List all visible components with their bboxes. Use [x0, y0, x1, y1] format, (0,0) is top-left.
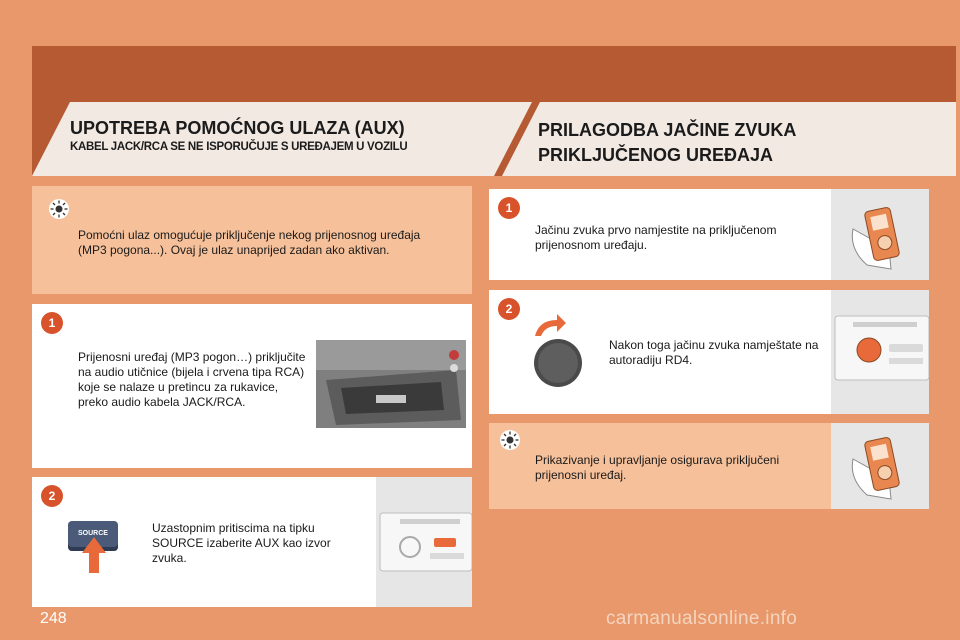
mp3-player-image	[831, 189, 929, 280]
left-title: UPOTREBA POMOĆNOG ULAZA (AUX)	[70, 118, 405, 138]
right-info-text: Prikazivanje i upravljanje osigurava priključeni prijenosni uređaj.	[535, 453, 780, 482]
left-info-panel	[32, 186, 472, 294]
volume-knob-icon	[533, 338, 583, 388]
hand-mp3-icon	[831, 423, 929, 509]
car-radio-illustration	[376, 477, 472, 607]
left-subtitle: KABEL JACK/RCA SE NE ISPORUČUJE S UREĐAJEM U VOZILU	[70, 141, 408, 153]
mp3-player-image	[831, 423, 929, 509]
watermark: carmanualsonline.info	[606, 608, 798, 629]
radio-panel-image	[831, 290, 929, 414]
page-number: 248	[40, 610, 67, 627]
step-number-badge: 2	[41, 485, 63, 507]
car-radio-illustration	[831, 290, 929, 414]
right-step2-text: Nakon toga jačinu zvuka namještate na autoradiju RD4.	[609, 338, 819, 367]
left-title-box	[32, 102, 532, 176]
right-step1-panel	[489, 189, 929, 280]
sun-icon	[48, 198, 70, 220]
sun-icon	[499, 429, 521, 451]
step-number-badge: 2	[498, 298, 520, 320]
header-band	[32, 46, 956, 176]
hand-mp3-icon	[831, 189, 929, 280]
left-step2-panel	[32, 477, 472, 607]
right-title-line2: PRIKLJUČENOG UREĐAJA	[538, 145, 774, 165]
right-step1-text: Jačinu zvuka prvo namjestite na priključenom prijenosnom uređaju.	[535, 223, 777, 252]
radio-panel-image	[376, 477, 472, 607]
left-step2-text: Uzastopnim pritiscima na tipku SOURCE izaberite AUX kao izvor zvuka.	[152, 521, 331, 565]
right-title-line1: PRILAGODBA JAČINE ZVUKA	[538, 120, 797, 140]
step-number-badge: 1	[498, 197, 520, 219]
source-button-label: SOURCE	[78, 530, 108, 537]
right-step2-panel	[489, 290, 929, 414]
right-info-panel	[489, 423, 929, 509]
step-number-badge: 1	[41, 312, 63, 334]
left-step1-text: Prijenosni uređaj (MP3 pogon…) priključite na audio utičnice (bijela i crvena tipa RCA) koje se nalaze u pretincu za rukavice, preko audio kabela JACK/RCA.	[78, 350, 306, 409]
arrow-up-icon	[82, 537, 106, 573]
curved-arrow-icon	[533, 312, 567, 338]
glovebox-photo	[316, 340, 466, 428]
left-step1-panel	[32, 304, 472, 468]
left-info-text: Pomoćni ulaz omogućuje priključenje nekog prijenosnog uređaja (MP3 pogona...). Ovaj je ulaz unaprijed zadan ako aktivan.	[78, 228, 421, 257]
